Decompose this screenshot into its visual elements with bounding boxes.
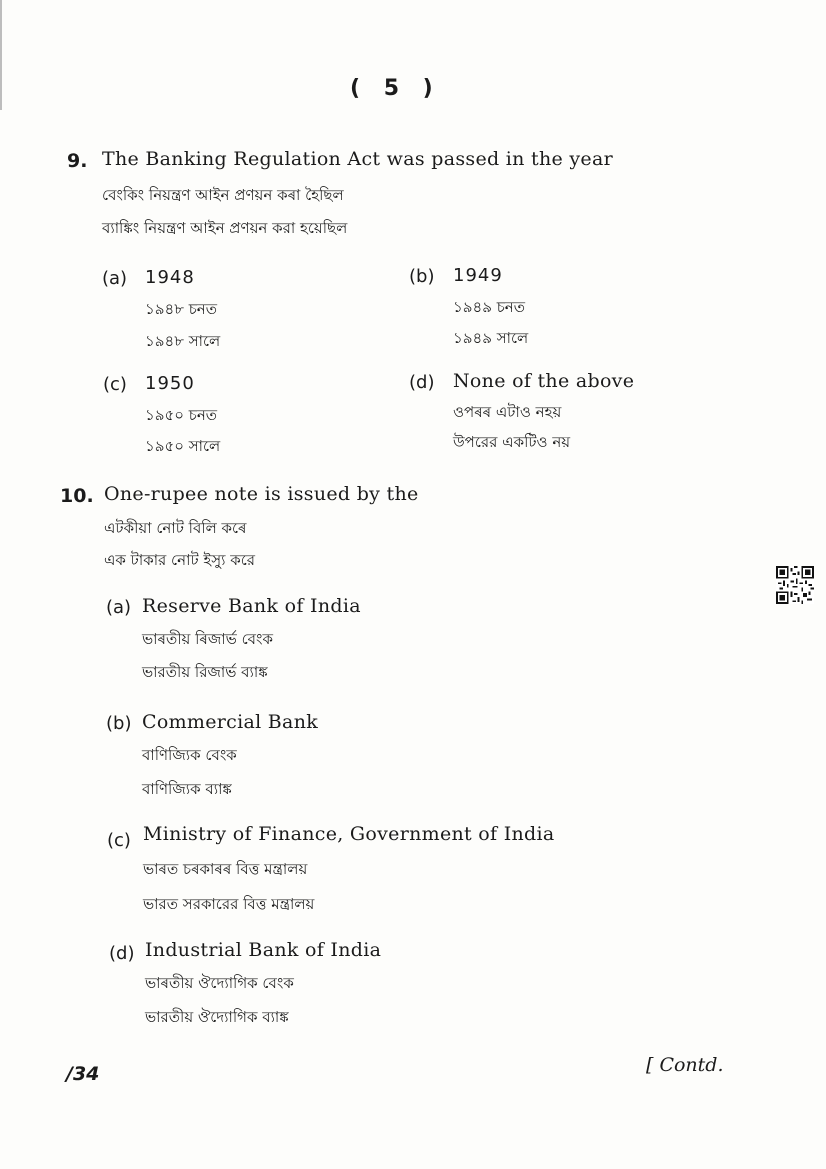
q9-option-c-bengali: ১৯৫০ সালে — [145, 437, 221, 455]
question-9-english: The Banking Regulation Act was passed in the year — [102, 148, 613, 170]
q10-option-c-label: (c) — [107, 830, 131, 851]
paper-code: /34 — [66, 1063, 100, 1085]
q9-option-b-label: (b) — [409, 266, 435, 287]
question-9-bengali: ব্যাঙ্কিং নিয়ন্ত্রণ আইন প্রণয়ন করা হয়েছিল — [102, 219, 348, 237]
q10-option-a-assamese: ভাৰতীয় ৰিজাৰ্ভ বেংক — [142, 630, 273, 648]
q9-option-c-label: (c) — [103, 374, 127, 395]
q9-option-d-label: (d) — [409, 372, 435, 393]
question-10-bengali: এক টাকার নোট ইস্যু করে — [104, 551, 255, 569]
q9-option-c-assamese: ১৯৫০ চনত — [145, 406, 218, 424]
q9-option-b-assamese: ১৯৪৯ চনত — [453, 298, 526, 316]
q9-option-c-english: 1950 — [145, 373, 195, 394]
q10-option-c-bengali: ভারত সরকারের বিত্ত মন্ত্রালয় — [143, 895, 315, 913]
q9-option-b-bengali: ১৯৪৯ সালে — [453, 329, 529, 347]
q9-option-a-label: (a) — [102, 268, 128, 289]
question-10-number: 10. — [60, 485, 94, 507]
q10-option-c-english: Ministry of Finance, Government of India — [143, 823, 555, 845]
question-10-assamese: এটকীয়া নোট বিলি কৰে — [104, 519, 247, 537]
question-10-english: One-rupee note is issued by the — [104, 483, 419, 505]
q9-option-d-assamese: ওপৰৰ এটাও নহয় — [453, 403, 562, 421]
q9-option-a-english: 1948 — [145, 267, 195, 288]
qr-code-icon — [776, 566, 814, 604]
q10-option-b-english: Commercial Bank — [142, 711, 319, 733]
question-9-assamese: বেংকিং নিয়ন্ত্ৰণ আইন প্ৰণয়ন কৰা হৈছিল — [102, 186, 344, 204]
q10-option-a-english: Reserve Bank of India — [142, 595, 361, 617]
question-9-number: 9. — [67, 150, 88, 172]
q10-option-a-label: (a) — [106, 597, 132, 618]
q10-option-d-label: (d) — [109, 943, 135, 964]
q10-option-c-assamese: ভাৰত চৰকাৰৰ বিত্ত মন্ত্ৰালয় — [143, 860, 308, 878]
q10-option-b-assamese: বাণিজ্যিক বেংক — [142, 746, 237, 764]
q9-option-d-bengali: উপরের একটিও নয় — [453, 433, 571, 451]
q9-option-a-bengali: ১৯৪৮ সালে — [145, 332, 221, 350]
q9-option-d-english: None of the above — [453, 370, 635, 392]
continued-note: [ Contd. — [646, 1054, 724, 1076]
margin-line — [0, 0, 2, 110]
page-number: ( 5 ) — [350, 76, 441, 101]
q10-option-a-bengali: ভারতীয় রিজার্ভ ব্যাঙ্ক — [142, 663, 268, 681]
q10-option-d-assamese: ভাৰতীয় ঔদ্যোগিক বেংক — [145, 974, 294, 992]
q9-option-b-english: 1949 — [453, 265, 503, 286]
q10-option-d-bengali: ভারতীয় ঔদ্যোগিক ব্যাঙ্ক — [145, 1008, 289, 1026]
q10-option-b-bengali: বাণিজ্যিক ব্যাঙ্ক — [142, 780, 232, 798]
q10-option-b-label: (b) — [106, 713, 132, 734]
q10-option-d-english: Industrial Bank of India — [145, 939, 382, 961]
q9-option-a-assamese: ১৯৪৮ চনত — [145, 300, 218, 318]
